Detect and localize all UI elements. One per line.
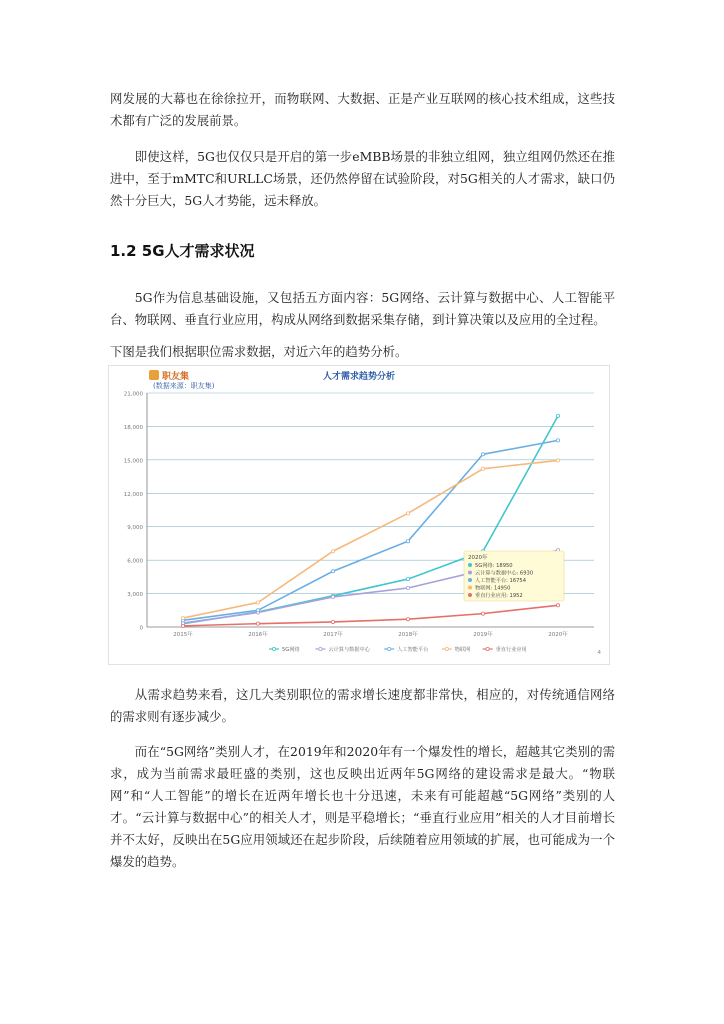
data-point — [331, 620, 334, 623]
legend-label: 5G网络 — [282, 647, 300, 653]
data-point — [181, 616, 184, 619]
data-point — [481, 453, 484, 456]
paragraph-chart-intro: 下图是我们根据职位需求数据，对近六年的趋势分析。 — [110, 344, 408, 359]
x-tick-label: 2018年 — [398, 632, 418, 638]
data-point — [331, 595, 334, 598]
data-point — [256, 622, 259, 625]
data-point — [556, 459, 559, 462]
section-title: 1.2 5G人才需求状况 — [110, 242, 255, 260]
chart-title: 人才需求趋势分析 — [322, 372, 396, 382]
logo-mark — [149, 370, 159, 380]
tooltip-header: 2020年 — [468, 555, 488, 561]
data-point — [556, 439, 559, 442]
data-point — [181, 624, 184, 627]
y-tick-label: 9,000 — [127, 525, 143, 532]
tooltip-row: 垂直行业应用: 1952 — [475, 593, 523, 599]
y-tick-label: 18,000 — [123, 424, 143, 431]
tooltip-swatch — [468, 593, 472, 597]
tooltip-swatch — [468, 571, 472, 575]
legend-label: 垂直行业应用 — [495, 647, 527, 653]
data-point — [331, 550, 334, 553]
data-point — [406, 586, 409, 589]
data-point — [406, 512, 409, 515]
paragraph-intro-end: 网发展的大幕也在徐徐拉开，而物联网、大数据、正是产业互联网的核心技术组成，这些技术都有广泛的发展前景。 — [110, 91, 615, 128]
data-point — [481, 467, 484, 470]
chart-subtitle: (数据来源：职友集) — [153, 382, 215, 390]
logo-text: 职友集 — [162, 372, 190, 382]
legend-marker — [272, 647, 275, 650]
legend-label: 人工智能平台 — [397, 647, 429, 653]
x-tick-label: 2019年 — [473, 632, 493, 638]
paragraph-5g-standalone: 即使这样，5G也仅仅只是开启的第一步eMBB场景的非独立组网，独立组网仍然还在推进中，至于mMTC和URLLC场景，还仍然停留在试验阶段，对5G相关的人才需求，缺口仍然十分巨大，5G人才势能，远未释放。 — [110, 149, 615, 208]
legend-marker — [388, 647, 391, 650]
y-tick-label: 3,000 — [127, 592, 143, 599]
data-point — [256, 601, 259, 604]
page-number: 4 — [597, 650, 601, 656]
tooltip-row: 人工智能平台: 16754 — [475, 578, 527, 584]
x-tick-label: 2020年 — [548, 632, 568, 638]
y-tick-label: 21,000 — [123, 391, 143, 398]
tooltip-swatch — [468, 578, 472, 582]
paragraph-trend-summary: 从需求趋势来看，这几大类别职位的需求增长速度都非常快，相应的，对传统通信网络的需求则有逐步减少。 — [110, 687, 615, 724]
data-point — [406, 618, 409, 621]
tooltip-swatch — [468, 563, 472, 567]
tooltip-swatch — [468, 586, 472, 590]
data-point — [331, 570, 334, 573]
tooltip-row: 云计算与数据中心: 6930 — [475, 570, 534, 577]
chart-svg — [109, 366, 609, 664]
y-tick-label: 15,000 — [123, 458, 143, 465]
x-tick-label: 2017年 — [323, 632, 343, 638]
legend-label: 云计算与数据中心 — [328, 647, 370, 653]
tooltip-row: 物联网: 14950 — [475, 585, 511, 592]
paragraph-5g-network-analysis: 而在“5G网络”类别人才，在2019年和2020年有一个爆发性的增长，超越其它类别的需求，成为当前需求最旺盛的类别，这也反映出近两年5G网络的建设需求是最大。“物联网”和“人工智能”的增长在近两年增长也十分迅速，未来有可能超越“5G网络”类别的人才。“云计算与数据中心”的相关人才，则是平稳增长；“垂直行业应用”相关的人才目前增长并不太好，反映出在5G应用领域还在起步阶段，后续随着应用领域的扩展，也可能成为一个爆发的趋势。 — [110, 744, 616, 869]
y-tick-label: 0 — [139, 625, 143, 632]
data-point — [406, 577, 409, 580]
y-tick-label: 12,000 — [123, 491, 143, 498]
data-point — [556, 414, 559, 417]
legend-marker — [445, 647, 448, 650]
data-point — [406, 540, 409, 543]
paragraph-5g-content: 5G作为信息基础设施，又包括五方面内容：5G网络、云计算与数据中心、人工智能平台、物联网、垂直行业应用，构成从网络到数据采集存储，到计算决策以及应用的全过程。 — [110, 290, 615, 327]
x-tick-label: 2016年 — [248, 632, 268, 638]
trend-chart — [108, 365, 610, 665]
data-point — [481, 612, 484, 615]
x-tick-label: 2015年 — [173, 632, 193, 638]
legend-marker — [486, 647, 489, 650]
tooltip-row: 5G网络: 18950 — [475, 563, 513, 569]
data-point — [256, 609, 259, 612]
data-point — [556, 604, 559, 607]
legend-label: 物联网 — [454, 647, 471, 653]
y-tick-label: 6,000 — [127, 558, 143, 565]
legend-marker — [319, 647, 322, 650]
